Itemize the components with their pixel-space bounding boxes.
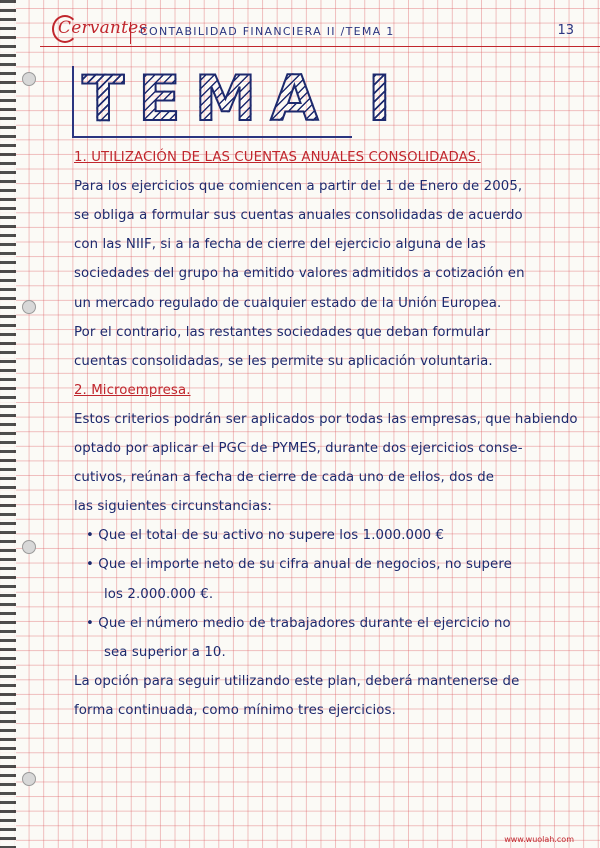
text-line: Por el contrario, las restantes sociedades que deban formular: [74, 324, 491, 340]
punch-hole: [22, 772, 36, 786]
text-line: sea superior a 10.: [104, 644, 226, 660]
bullet-item: • Que el total de su activo no supere los 1.000.000 €: [86, 528, 445, 544]
text-line: optado por aplicar el PGC de PYMES, durante dos ejercicios conse-: [74, 441, 523, 456]
bullet-item: • Que el importe neto de su cifra anual de negocios, no supere: [86, 557, 512, 573]
text-line: un mercado regulado de cualquier estado de la Unión Europea.: [74, 295, 502, 311]
spiral-binding: [0, 0, 16, 848]
brand-logo: Cervantes: [58, 18, 148, 38]
section-heading: 1. UTILIZACIÓN DE LAS CUENTAS ANUALES CONSOLIDADAS.: [74, 150, 481, 165]
text-line: las siguientes circunstancias:: [74, 499, 272, 515]
subject-title: CONTABILIDAD FINANCIERA II /TEMA 1: [140, 25, 395, 38]
punch-hole: [22, 300, 36, 314]
text-line: se obliga a formular sus cuentas anuales consolidadas de acuerdo: [74, 208, 523, 224]
text-line: Para los ejercicios que comiencen a partir del 1 de Enero de 2005,: [74, 179, 523, 195]
page-title: TEMA I: [82, 62, 405, 135]
watermark: www.wuolah.com: [504, 835, 574, 844]
punch-holes: [22, 0, 36, 848]
header-divider: [130, 22, 131, 44]
section-heading: 2. Microempresa.: [74, 382, 191, 398]
header-rule: [40, 46, 600, 47]
text-line: La opción para seguir utilizando este plan, deberá mantenerse de: [74, 673, 520, 689]
text-line: Estos criterios podrán ser aplicados por todas las empresas, que habiendo: [74, 411, 578, 427]
page-number: 13: [557, 23, 574, 38]
bullet-item: • Que el número medio de trabajadores durante el ejercicio no: [86, 615, 511, 631]
punch-hole: [22, 72, 36, 86]
text-line: los 2.000.000 €.: [104, 586, 214, 602]
text-line: forma continuada, como mínimo tres ejercicios.: [74, 702, 396, 718]
text-line: cuentas consolidadas, se les permite su aplicación voluntaria.: [74, 353, 493, 369]
page-header: [40, 18, 580, 48]
punch-hole: [22, 540, 36, 554]
text-line: con las NIIF, si a la fecha de cierre del ejercicio alguna de las: [74, 237, 486, 253]
text-line: sociedades del grupo ha emitido valores admitidos a cotización en: [74, 266, 525, 282]
text-line: cutivos, reúnan a fecha de cierre de cada uno de ellos, dos de: [74, 470, 495, 486]
